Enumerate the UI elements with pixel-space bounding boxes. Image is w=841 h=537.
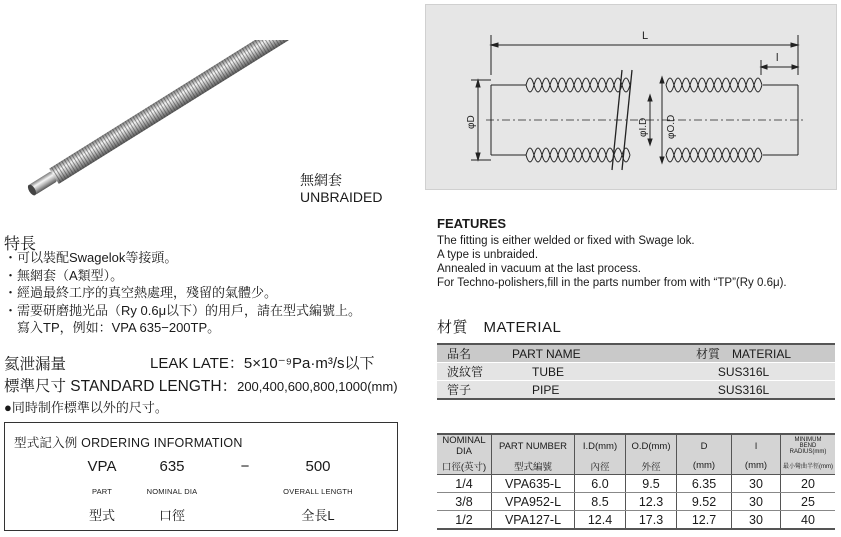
table-cell: 20	[781, 475, 836, 493]
header-cell: I.D(mm)	[575, 434, 626, 457]
header-cell: l	[732, 434, 781, 457]
header-cell: 最小彎曲半徑(mm)	[781, 457, 836, 475]
table-cell: 1/4	[437, 475, 492, 493]
ordering-info-title: 型式記入例 ORDERING INFORMATION	[14, 436, 243, 450]
header-cell: 型式編號	[492, 457, 575, 475]
table-cell: 17.3	[626, 511, 677, 530]
order-length-label: OVERALL LENGTH	[283, 487, 353, 496]
leak-rate-row	[4, 352, 404, 374]
custom-size-note: ●同時制作標準以外的尺寸。	[4, 400, 168, 415]
header-cell: 材質 MATERIAL	[652, 344, 835, 363]
header-cell: PART NAME	[502, 344, 652, 363]
header-cell: 口徑(英寸)	[437, 457, 492, 475]
material-table	[437, 343, 835, 400]
header-cell: 外徑	[626, 457, 677, 475]
table-cell: 9.5	[626, 475, 677, 493]
table-row	[437, 381, 835, 400]
order-part-label: PART	[91, 487, 113, 496]
bend-label-1: MINIMUM	[794, 437, 822, 443]
leak-label: 氦泄漏量	[4, 356, 67, 373]
table-header	[437, 434, 835, 457]
table-cell: 30	[732, 475, 781, 493]
table-cell: 波紋管	[437, 363, 502, 381]
table-cell: VPA635-L	[492, 475, 575, 493]
table-row	[437, 493, 835, 511]
header-cell: 品名	[437, 344, 502, 363]
table-cell: 9.52	[677, 493, 732, 511]
order-part-value: VPA	[87, 458, 117, 475]
list-item: ・需要研磨抛光品（Ry 0.6μ以下）的用戶，請在型式編號上。	[4, 302, 362, 318]
list-item: ・可以裝配Swagelok等接頭。	[4, 250, 178, 265]
order-dia-value: 635	[159, 458, 185, 475]
standard-length-values: 200,400,600,800,1000(mm)	[237, 379, 398, 394]
table-cell: 25	[781, 493, 836, 511]
table-row	[437, 511, 835, 530]
dim-ID-label: φI.D	[638, 117, 649, 137]
header-cell: D	[677, 434, 732, 457]
table-cell: 12.4	[575, 511, 626, 530]
table-row	[437, 475, 835, 493]
table-cell: PIPE	[502, 381, 652, 400]
dim-OD-label: φO.D	[666, 114, 677, 139]
list-item: ・無網套（A類型）。	[4, 267, 124, 283]
standard-length-label: 標準尺寸 STANDARD LENGTH：	[4, 378, 238, 395]
order-part-jp: 型式	[88, 508, 115, 523]
header-cell	[781, 434, 836, 457]
table-cell: 6.0	[575, 475, 626, 493]
list-item: Annealed in vacuum at the last process.	[437, 263, 641, 275]
order-dash: −	[240, 458, 250, 475]
table-cell: 12.3	[626, 493, 677, 511]
table-cell: 6.35	[677, 475, 732, 493]
table-cell: 8.5	[575, 493, 626, 511]
header-cell: O.D(mm)	[626, 434, 677, 457]
table-cell: SUS316L	[652, 363, 835, 381]
features-en-list	[437, 234, 787, 290]
features-jp-list	[4, 249, 409, 337]
header-cell: (mm)	[677, 457, 732, 475]
header-cell: (mm)	[732, 457, 781, 475]
features-en-title: FEATURES	[437, 216, 507, 231]
table-cell: 30	[732, 493, 781, 511]
material-title: 材質 MATERIAL	[437, 319, 562, 336]
table-cell: VPA952-L	[492, 493, 575, 511]
dim-D-label: φD	[466, 115, 477, 129]
table-cell: 管子	[437, 381, 502, 400]
table-cell: 30	[732, 511, 781, 530]
order-length-value: 500	[305, 458, 331, 475]
dimension-diagram	[425, 4, 837, 190]
order-dia-jp: 口徑	[158, 508, 185, 523]
standard-length-row	[4, 374, 398, 396]
dimension-drawing	[426, 5, 838, 191]
table-cell: SUS316L	[652, 381, 835, 400]
list-item: For Techno-polishers,fill in the parts number from with “TP”(Ry 0.6μ).	[437, 277, 787, 289]
table-cell: VPA127-L	[492, 511, 575, 530]
list-item: 寫入TP，例如：VPA 635−200TP。	[4, 320, 221, 335]
header-cell: 內徑	[575, 457, 626, 475]
spec-table	[437, 433, 835, 530]
table-cell: 12.7	[677, 511, 732, 530]
dim-L-label: L	[642, 30, 649, 42]
list-item: The fitting is either welded or fixed with Swage lok.	[437, 235, 695, 247]
list-item: ・經過最終工序的真空熱處理，殘留的氣體少。	[4, 285, 278, 300]
table-row	[437, 363, 835, 381]
features-jp-title: 特長	[4, 236, 37, 253]
order-dia-label: NOMINAL DIA	[146, 487, 198, 496]
header-cell: NOMINAL DIA	[437, 434, 492, 457]
table-cell: 40	[781, 511, 836, 530]
table-cell: 3/8	[437, 493, 492, 511]
bend-label-2: BEND RADIUS(mm)	[789, 443, 827, 455]
order-length-jp: 全長L	[301, 508, 335, 523]
leak-value: LEAK LATE：5×10⁻⁹Pa·m³/s以下	[150, 355, 375, 372]
table-cell: TUBE	[502, 363, 652, 381]
table-cell: 1/2	[437, 511, 492, 530]
dim-l-label: l	[776, 52, 779, 64]
unbraided-label-en: UNBRAIDED	[300, 189, 383, 205]
header-cell: PART NUMBER	[492, 434, 575, 457]
list-item: A type is unbraided.	[437, 249, 539, 261]
unbraided-label-jp: 無網套	[300, 172, 342, 188]
table-header	[437, 457, 835, 475]
table-header	[437, 344, 835, 363]
